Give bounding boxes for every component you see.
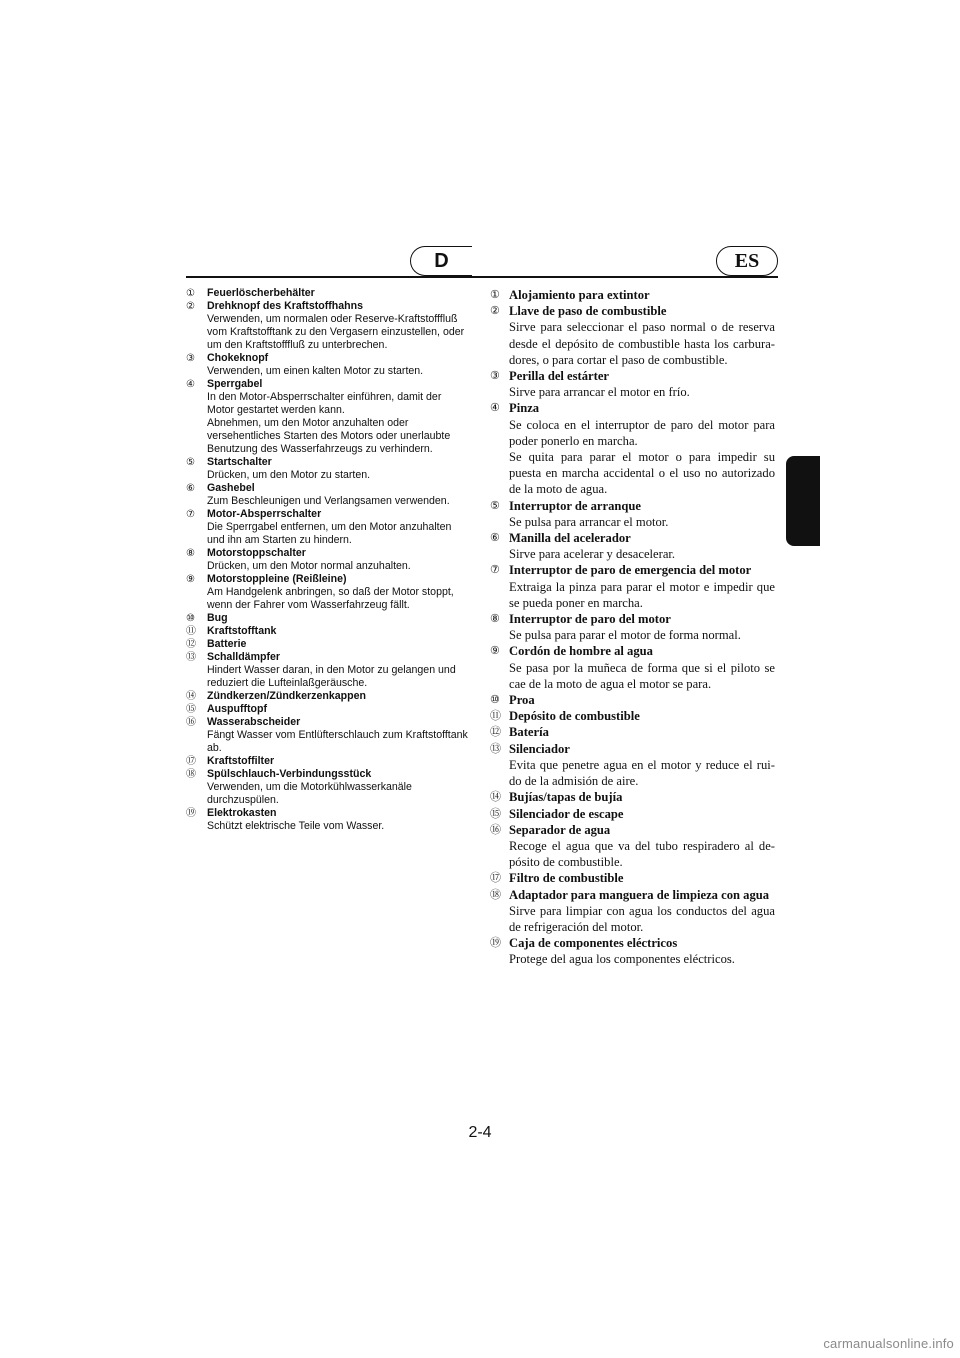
item-title: Feuerlöscherbehälter	[207, 287, 315, 299]
parts-list-item	[186, 612, 471, 625]
item-number: ⑱	[186, 769, 196, 780]
parts-list-item	[186, 378, 471, 456]
item-description: Hindert Wasser daran, in den Motor zu gelangen und reduziert die Lufteinlaßgeräusche.	[207, 664, 456, 689]
item-number: ⑧	[186, 548, 195, 559]
item-number: ⑫	[186, 639, 196, 650]
item-description: Sirve para limpiar con agua los conductos del agua de refrigeración del motor.	[509, 903, 775, 934]
item-number: ⑰	[186, 756, 196, 767]
item-number: ④	[186, 379, 195, 390]
item-number: ⑬	[186, 652, 196, 663]
item-title: Motor-Absperrschalter	[207, 508, 322, 520]
item-title: Batería	[509, 725, 549, 740]
parts-list-item	[490, 708, 775, 724]
item-number: ⑨	[490, 645, 500, 658]
item-description: Verwenden, um normalen oder Reserve-Kraftstofffluß vom Kraftstofftank zu den Vergasern einzustellen, oder um den Kraftstofffluß zu unterbrechen.	[207, 313, 465, 351]
parts-list-item	[186, 547, 471, 573]
item-title: Silenciador de escape	[509, 806, 624, 821]
item-number: ②	[490, 305, 500, 318]
parts-list-item	[186, 703, 471, 716]
item-number: ⑤	[186, 457, 195, 468]
parts-list-item	[490, 724, 775, 740]
item-number: ⑨	[186, 574, 195, 585]
item-title: Separador de agua	[509, 822, 611, 837]
item-description: Drücken, um den Motor normal anzuhalten.	[207, 560, 411, 572]
parts-list-item	[186, 508, 471, 547]
item-number: ⑭	[186, 691, 196, 702]
item-number: ④	[490, 402, 500, 415]
parts-list-item	[490, 822, 775, 871]
chapter-thumb-tab	[786, 456, 820, 546]
item-description: In den Motor-Absperrschalter einführen, damit der Motor gestartet werden kann.	[207, 391, 442, 416]
watermark-link[interactable]: carmanualsonline.info	[823, 1336, 954, 1351]
item-number: ⑪	[490, 710, 501, 723]
parts-list-item	[186, 690, 471, 703]
item-title: Drehknopf des Kraftstoffhahns	[207, 300, 363, 312]
item-title: Perilla del estárter	[509, 369, 609, 384]
item-number: ⑪	[186, 626, 196, 637]
parts-list-item	[490, 498, 775, 530]
item-title: Caja de componentes eléctricos	[509, 936, 678, 951]
item-title: Bug	[207, 612, 228, 624]
item-description: Zum Beschleunigen und Verlangsamen verwenden.	[207, 495, 450, 507]
parts-list-item	[186, 456, 471, 482]
item-title: Manilla del acelerador	[509, 531, 631, 546]
item-title: Gashebel	[207, 482, 255, 494]
language-tab-german: D	[410, 246, 472, 276]
parts-list-item	[490, 530, 775, 562]
item-title: Schalldämpfer	[207, 651, 281, 663]
item-number: ②	[186, 301, 195, 312]
parts-list-item	[490, 870, 775, 886]
parts-list-item	[186, 300, 471, 352]
item-number: ⑫	[490, 726, 501, 739]
item-title: Bujías/tapas de bujía	[509, 790, 623, 805]
item-number: ⑥	[186, 483, 195, 494]
item-title: Spülschlauch-Verbindungsstück	[207, 768, 372, 780]
item-title: Llave de paso de combustible	[509, 304, 667, 319]
item-description: Se pulsa para parar el motor de forma normal.	[509, 628, 741, 643]
item-description: Recoge el agua que va del tubo respiradero al de-pósito de combustible.	[509, 838, 775, 870]
parts-list-item	[490, 692, 775, 708]
item-title: Depósito de combustible	[509, 709, 640, 724]
spanish-parts-list	[490, 287, 775, 968]
parts-list-item	[186, 352, 471, 378]
page-number: 2-4	[468, 1124, 492, 1141]
parts-list-item	[186, 651, 471, 690]
parts-list-item	[186, 807, 471, 833]
item-title: Motorstoppleine (Reißleine)	[207, 573, 347, 585]
item-description: Abnehmen, um den Motor anzuhalten oder versehentliches Starten des Motors oder unerlaubte Benutzung des Wasserfahrzeugs zu verhindern.	[207, 417, 451, 455]
item-title: Kraftstofftank	[207, 625, 277, 637]
item-title: Startschalter	[207, 456, 272, 468]
item-title: Kraftstoffilter	[207, 755, 275, 767]
parts-list-item	[186, 768, 471, 807]
item-number: ⑰	[490, 872, 501, 885]
item-number: ⑥	[490, 532, 500, 545]
item-number: ⑬	[490, 742, 501, 755]
item-title: Pinza	[509, 401, 540, 416]
item-title: Filtro de combustible	[509, 871, 624, 886]
item-description: Drücken, um den Motor zu starten.	[207, 469, 371, 481]
item-number: ①	[186, 288, 195, 299]
parts-list-item	[186, 638, 471, 651]
parts-list-item	[490, 400, 775, 497]
item-number: ⑩	[186, 613, 195, 624]
item-title: Alojamiento para extintor	[509, 288, 650, 302]
parts-list-item	[490, 368, 775, 400]
item-title: Zündkerzen/Zündkerzenkappen	[207, 690, 366, 702]
item-title: Auspufftopf	[207, 703, 268, 715]
item-number: ③	[186, 353, 195, 364]
item-title: Adaptador para manguera de limpieza con agua	[509, 887, 770, 902]
item-description: Die Sperrgabel entfernen, um den Motor anzuhalten und ihn am Starten zu hindern.	[207, 521, 452, 546]
item-number: ⑦	[490, 564, 500, 577]
item-number: ⑯	[186, 717, 196, 728]
item-description: Protege del agua los componentes eléctricos.	[509, 952, 735, 967]
parts-list-item	[186, 482, 471, 508]
item-title: Interruptor de paro del motor	[509, 612, 671, 627]
german-parts-list	[186, 287, 471, 833]
parts-list-item	[490, 935, 775, 967]
item-number: ⑭	[490, 791, 501, 804]
item-title: Cordón de hombre al agua	[509, 644, 653, 659]
item-number: ⑤	[490, 499, 500, 512]
item-description: Se pasa por la muñeca de forma que si el piloto se cae de la moto de agua el motor se para.	[509, 660, 775, 691]
parts-list-item	[186, 573, 471, 612]
parts-list-item	[490, 611, 775, 643]
parts-list-item	[490, 789, 775, 805]
item-number: ⑦	[186, 509, 195, 520]
language-tab-spanish: ES	[716, 246, 778, 276]
parts-list-item	[186, 625, 471, 638]
item-number: ③	[490, 370, 500, 383]
item-number: ①	[490, 289, 500, 301]
item-number: ⑱	[490, 888, 501, 901]
item-title: Interruptor de arranque	[509, 498, 641, 513]
parts-list-item	[490, 806, 775, 822]
item-number: ⑮	[186, 704, 196, 715]
item-description: Sirve para seleccionar el paso normal o de reserva desde el depósito de combustible hasta los carbura-dores, o para cortar el paso de combustible.	[509, 320, 775, 367]
parts-list-item	[490, 643, 775, 692]
item-description: Fängt Wasser vom Entlüfterschlauch zum Kraftstofftank ab.	[207, 729, 468, 754]
item-number: ⑲	[490, 937, 501, 950]
parts-list-item	[490, 303, 775, 368]
header-rule	[186, 276, 778, 278]
item-title: Silenciador	[509, 741, 570, 756]
parts-list-item	[186, 716, 471, 755]
item-description: Verwenden, um einen kalten Motor zu starten.	[207, 365, 424, 377]
item-description: Se pulsa para arrancar el motor.	[509, 514, 669, 529]
item-title: Motorstoppschalter	[207, 547, 306, 559]
item-description: Evita que penetre agua en el motor y reduce el rui-do de la admisión de aire.	[509, 757, 775, 789]
item-number: ⑮	[490, 807, 501, 820]
item-title: Batterie	[207, 638, 247, 650]
parts-list-item	[490, 887, 775, 936]
item-description: Verwenden, um die Motorkühlwasserkanäle durchzuspülen.	[207, 781, 412, 806]
item-description: Schützt elektrische Teile vom Wasser.	[207, 820, 385, 832]
parts-list-item	[490, 287, 775, 303]
item-title: Wasserabscheider	[207, 716, 301, 728]
item-title: Elektrokasten	[207, 807, 277, 819]
item-title: Chokeknopf	[207, 352, 269, 364]
parts-list-item	[490, 562, 775, 611]
item-description: Am Handgelenk anbringen, so daß der Motor stoppt, wenn der Fahrer vom Wasserfahrzeug fällt.	[207, 586, 454, 611]
item-title: Interruptor de paro de emergencia del motor	[509, 563, 752, 578]
item-title: Sperrgabel	[207, 378, 263, 390]
item-number: ⑩	[490, 694, 500, 707]
item-description: Se quita para parar el motor o para impedir su puesta en marcha accidental o el uso no autorizado de la moto de agua.	[509, 450, 775, 497]
parts-list-item	[186, 755, 471, 768]
item-number: ⑧	[490, 613, 500, 626]
item-number: ⑯	[490, 823, 501, 836]
parts-list-item	[186, 287, 471, 300]
item-description: Se coloca en el interruptor de paro del motor para poder ponerlo en marcha.	[509, 417, 775, 448]
item-description: Sirve para acelerar y desacelerar.	[509, 547, 676, 562]
item-number: ⑲	[186, 808, 196, 819]
item-description: Sirve para arrancar el motor en frío.	[509, 385, 690, 400]
item-description: Extraiga la pinza para parar el motor e impedir que se pueda poner en marcha.	[509, 579, 775, 610]
parts-list-item	[490, 741, 775, 790]
item-title: Proa	[509, 693, 535, 708]
